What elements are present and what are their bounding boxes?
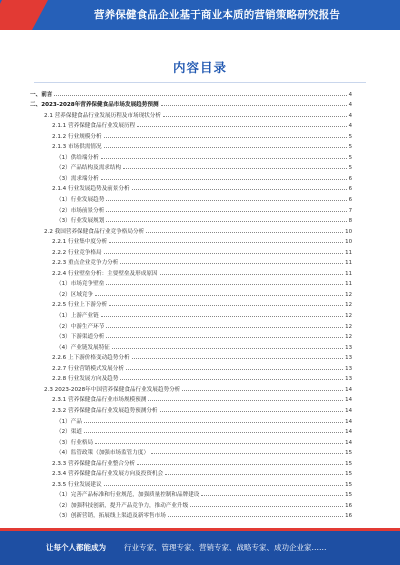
toc-leader-dots bbox=[112, 348, 343, 349]
toc-entry-label: 二、2023-2028年营养保健食品市场发展趋势预测 bbox=[30, 102, 159, 109]
toc-leader-dots bbox=[54, 95, 346, 96]
toc-entry-page: 5 bbox=[348, 165, 352, 172]
toc-entry-page: 10 bbox=[345, 239, 352, 246]
toc-entry-page: 5 bbox=[348, 133, 352, 140]
toc-entry-page: 7 bbox=[348, 207, 352, 214]
toc-entry-page: 11 bbox=[345, 249, 352, 256]
toc-entry-page: 14 bbox=[345, 439, 352, 446]
toc-entry-page: 14 bbox=[345, 418, 352, 425]
footer-banner bbox=[0, 528, 400, 565]
toc-divider bbox=[34, 82, 366, 83]
toc-heading: 内容目录 bbox=[172, 60, 227, 75]
toc-leader-dots bbox=[106, 327, 343, 328]
toc-entry-label: （3）创新营销，拓展线上渠道及新零售市场 bbox=[56, 513, 166, 520]
toc-entry-page: 4 bbox=[348, 112, 352, 119]
toc-entry-label: （3）行业发展规划 bbox=[56, 218, 105, 225]
toc-entry-page: 12 bbox=[345, 323, 352, 330]
toc-entry-label: 2.1.1 营养保健食品行业发展历程 bbox=[52, 123, 136, 130]
toc-entry-page: 12 bbox=[345, 291, 352, 298]
toc-entry-page: 8 bbox=[348, 218, 352, 225]
toc-entry[interactable] bbox=[30, 161, 352, 172]
toc-entry[interactable] bbox=[30, 488, 352, 499]
toc-entry[interactable] bbox=[30, 351, 352, 362]
toc-entry-page: 14 bbox=[345, 429, 352, 436]
toc-leader-dots bbox=[101, 316, 343, 317]
toc-entry-page: 11 bbox=[345, 260, 352, 267]
toc-entry-page: 12 bbox=[345, 302, 352, 309]
toc-entry-label: 2.3.4 营养保健食品行业发展方向及投资机会 bbox=[52, 471, 164, 478]
toc-entry-label: 2.1 营养保健食品行业发展历程及市场现状分析 bbox=[44, 112, 161, 119]
toc-entry[interactable] bbox=[30, 87, 352, 98]
toc-entry-page: 6 bbox=[348, 186, 352, 193]
toc-entry-label: （1）市场竞争壁垒 bbox=[56, 281, 105, 288]
toc-leader-dots bbox=[132, 189, 347, 190]
toc-leader-dots bbox=[120, 263, 343, 264]
toc-entry[interactable] bbox=[30, 467, 352, 478]
toc-entry[interactable] bbox=[30, 361, 352, 372]
toc-entry-label: 2.2.8 行业发展方向及趋势 bbox=[52, 376, 119, 383]
toc-entry[interactable] bbox=[30, 425, 352, 436]
toc-entry[interactable] bbox=[30, 498, 352, 509]
toc-entry[interactable] bbox=[30, 393, 352, 404]
toc-entry-label: （4）监管政策（加强市场监管力度） bbox=[56, 450, 150, 457]
toc-entry[interactable] bbox=[30, 456, 352, 467]
toc-leader-dots bbox=[120, 379, 343, 380]
toc-entry-label: （1）行业发展趋势 bbox=[56, 197, 105, 204]
toc-entry[interactable] bbox=[30, 224, 352, 235]
toc-entry-page: 13 bbox=[345, 365, 352, 372]
toc-leader-dots bbox=[201, 495, 343, 496]
toc-entry[interactable] bbox=[30, 108, 352, 119]
toc-leader-dots bbox=[104, 253, 344, 254]
toc-entry-label: （2）中游生产环节 bbox=[56, 323, 105, 330]
toc-entry[interactable] bbox=[30, 140, 352, 151]
toc-entry-label: 2.1.3 市场供需情况 bbox=[52, 144, 102, 151]
toc-entry[interactable] bbox=[30, 477, 352, 488]
toc-entry[interactable] bbox=[30, 308, 352, 319]
toc-entry[interactable] bbox=[30, 287, 352, 298]
toc-entry-label: （3）需求端分析 bbox=[56, 175, 99, 182]
toc-entry-page: 13 bbox=[345, 344, 352, 351]
toc-entry-label: 一、前言 bbox=[30, 91, 53, 98]
toc-entry[interactable] bbox=[30, 298, 352, 309]
toc-entry[interactable] bbox=[30, 372, 352, 383]
toc-leader-dots bbox=[104, 147, 347, 148]
toc-entry-page: 6 bbox=[348, 197, 352, 204]
toc-leader-dots bbox=[182, 390, 343, 391]
toc-leader-dots bbox=[106, 284, 343, 285]
toc-leader-dots bbox=[190, 506, 343, 507]
toc-leader-dots bbox=[137, 126, 346, 127]
toc-entry-label: 2.1.2 行业规模分析 bbox=[52, 133, 102, 140]
toc-entry-label: （2）区域竞争 bbox=[56, 291, 94, 298]
toc-entry[interactable] bbox=[30, 235, 352, 246]
toc-entry[interactable] bbox=[30, 214, 352, 225]
toc-leader-dots bbox=[163, 116, 347, 117]
toc-entry-page: 14 bbox=[345, 407, 352, 414]
toc-entry-page: 15 bbox=[345, 492, 352, 499]
toc-entry-label: （3）下游渠道分析 bbox=[56, 334, 105, 341]
toc-entry-page: 16 bbox=[345, 502, 352, 509]
toc-entry-label: （1）完善产品标准和行业规范，加强质量控制和品牌建设 bbox=[56, 492, 200, 499]
toc-entry-page: 5 bbox=[348, 154, 352, 161]
toc-leader-dots bbox=[132, 358, 344, 359]
toc-entry-label: （4）产业链发展特征 bbox=[56, 344, 110, 351]
toc-leader-dots bbox=[161, 105, 347, 106]
toc-entry-label: 2.2.2 行业竞争格局 bbox=[52, 249, 102, 256]
toc-leader-dots bbox=[106, 221, 346, 222]
toc-leader-dots bbox=[95, 295, 343, 296]
toc-leader-dots bbox=[84, 432, 343, 433]
toc-leader-dots bbox=[109, 305, 343, 306]
toc-entry-label: 2.3 2023-2028年中国营养保健食品行业发展趋势分析 bbox=[44, 386, 181, 393]
toc-leader-dots bbox=[123, 168, 346, 169]
toc-entry-label: 2.2 我国营养保健食品行业竞争格局分析 bbox=[44, 228, 145, 235]
toc-entry[interactable] bbox=[30, 446, 352, 457]
toc-entry-page: 13 bbox=[345, 355, 352, 362]
toc-entry-label: 2.2.7 行业营销模式发展分析 bbox=[52, 365, 124, 372]
toc-entry[interactable] bbox=[30, 435, 352, 446]
toc-entry-label: 2.2.4 行业壁垒分析：主要壁垒及形成原因 bbox=[52, 270, 158, 277]
toc-entry-page: 12 bbox=[345, 334, 352, 341]
toc-entry[interactable] bbox=[30, 192, 352, 203]
toc-entry-label: （1）产品 bbox=[56, 418, 82, 425]
toc-entry-label: （2）产品结构及需求结构 bbox=[56, 165, 122, 172]
toc-leader-dots bbox=[168, 516, 343, 517]
toc-entry-page: 11 bbox=[345, 281, 352, 288]
toc-entry[interactable] bbox=[30, 182, 352, 193]
toc-leader-dots bbox=[126, 369, 343, 370]
toc-entry[interactable] bbox=[30, 319, 352, 330]
toc-entry-label: 2.1.4 行业发展趋势及前景分析 bbox=[52, 186, 130, 193]
toc-entry-label: 2.2.3 重点企业竞争力分析 bbox=[52, 260, 119, 267]
toc-leader-dots bbox=[165, 474, 343, 475]
toc-entry-label: 2.3.3 营养保健食品行业整合分析 bbox=[52, 460, 136, 467]
toc-entry[interactable] bbox=[30, 382, 352, 393]
toc-entry-page: 14 bbox=[345, 386, 352, 393]
toc-entry-label: （2）市场前景分析 bbox=[56, 207, 105, 214]
toc-leader-dots bbox=[95, 443, 343, 444]
toc-entry-label: （2）加强科技创新，提升产品竞争力，推动产业升级 bbox=[56, 502, 189, 509]
toc-leader-dots bbox=[160, 274, 344, 275]
toc-entry-page: 15 bbox=[345, 450, 352, 457]
toc-entry[interactable] bbox=[30, 330, 352, 341]
toc-entry-page: 15 bbox=[345, 460, 352, 467]
toc-leader-dots bbox=[106, 211, 346, 212]
toc-entry[interactable] bbox=[30, 98, 352, 109]
toc-entry-page: 4 bbox=[348, 102, 352, 109]
report-header bbox=[0, 0, 400, 30]
toc-entry-label: 2.2.5 行业上下游分析 bbox=[52, 302, 108, 309]
toc-entry-label: 2.2.6 上下游价格变动趋势分析 bbox=[52, 355, 130, 362]
toc-entry-page: 16 bbox=[345, 513, 352, 520]
toc-entry-page: 4 bbox=[348, 123, 352, 130]
toc-entry-page: 4 bbox=[348, 91, 352, 98]
toc-entry-label: 2.3.2 营养保健食品行业发展趋势预测分析 bbox=[52, 407, 158, 414]
toc-entry[interactable] bbox=[30, 414, 352, 425]
toc-leader-dots bbox=[151, 453, 343, 454]
toc-entry[interactable] bbox=[30, 403, 352, 414]
toc-entry-label: 2.2.1 行业集中度分析 bbox=[52, 239, 108, 246]
toc-entry-page: 15 bbox=[345, 481, 352, 488]
toc-entry-page: 15 bbox=[345, 471, 352, 478]
toc-leader-dots bbox=[160, 411, 344, 412]
toc-entry[interactable] bbox=[30, 203, 352, 214]
toc-entry-page: 10 bbox=[345, 228, 352, 235]
toc-entry[interactable] bbox=[30, 266, 352, 277]
toc-leader-dots bbox=[146, 232, 343, 233]
toc-entry-page: 5 bbox=[348, 144, 352, 151]
banner-sub-text: 行业专家、管理专家、营销专家、战略专家、成功企业家…… bbox=[124, 543, 327, 552]
toc-entry[interactable] bbox=[30, 171, 352, 182]
toc-leader-dots bbox=[104, 485, 344, 486]
toc-entry-label: （2）渠道 bbox=[56, 429, 82, 436]
toc-leader-dots bbox=[106, 337, 343, 338]
toc-leader-dots bbox=[101, 179, 347, 180]
table-of-contents bbox=[30, 87, 352, 519]
toc-leader-dots bbox=[106, 200, 346, 201]
toc-entry[interactable] bbox=[30, 119, 352, 130]
toc-entry[interactable] bbox=[30, 277, 352, 288]
toc-entry-label: 2.3.5 行业发展建议 bbox=[52, 481, 102, 488]
toc-leader-dots bbox=[148, 400, 343, 401]
toc-entry-label: （1）供给端分析 bbox=[56, 154, 99, 161]
toc-entry-page: 14 bbox=[345, 397, 352, 404]
toc-leader-dots bbox=[109, 242, 343, 243]
toc-leader-dots bbox=[101, 158, 347, 159]
toc-entry[interactable] bbox=[30, 340, 352, 351]
toc-entry[interactable] bbox=[30, 256, 352, 267]
toc-entry-page: 11 bbox=[345, 270, 352, 277]
toc-entry-label: （3）行业格局 bbox=[56, 439, 94, 446]
toc-leader-dots bbox=[84, 422, 343, 423]
toc-entry-label: （1）上游产业链 bbox=[56, 313, 99, 320]
toc-leader-dots bbox=[104, 137, 347, 138]
toc-entry-label: 2.3.1 营养保健食品行业市场规模预测 bbox=[52, 397, 147, 404]
toc-entry-page: 6 bbox=[348, 175, 352, 182]
toc-entry-page: 12 bbox=[345, 313, 352, 320]
toc-entry[interactable] bbox=[30, 150, 352, 161]
toc-entry[interactable] bbox=[30, 509, 352, 520]
banner-lead-text: 让每个人都能成为 bbox=[46, 543, 106, 552]
report-title: 营养保健食品企业基于商业本质的营销策略研究报告 bbox=[93, 9, 341, 21]
toc-entry[interactable] bbox=[30, 245, 352, 256]
toc-entry[interactable] bbox=[30, 129, 352, 140]
toc-leader-dots bbox=[137, 464, 343, 465]
toc-entry-page: 13 bbox=[345, 376, 352, 383]
